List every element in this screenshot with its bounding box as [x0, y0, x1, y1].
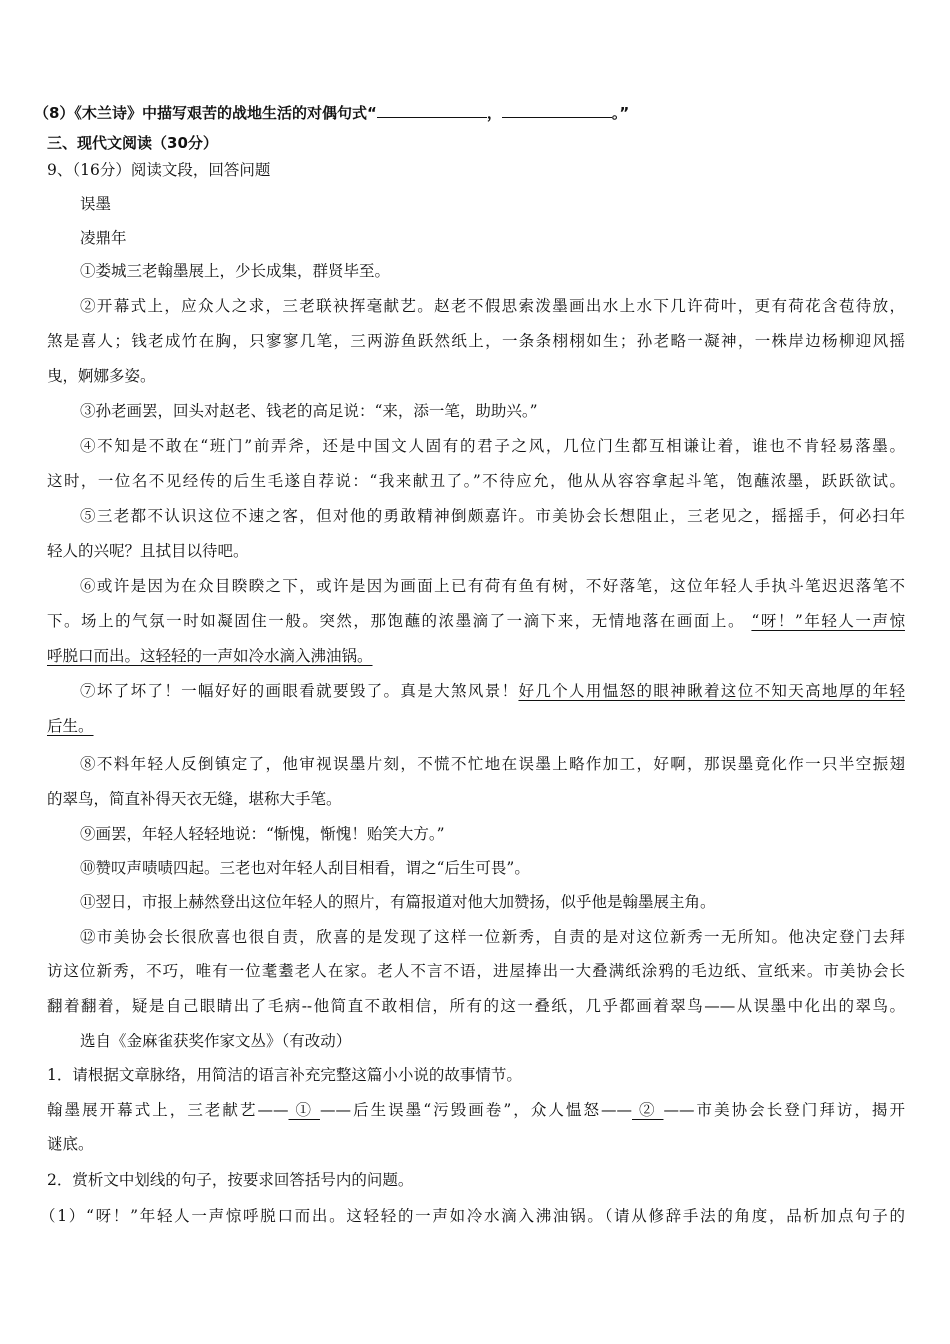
paragraph-3-line [80, 401, 538, 421]
paragraph-10-line [80, 858, 530, 878]
text: ⑥或许是因为在众目睽睽之下，或许是因为画面上已有荷有鱼有树，不好落笔，这位年轻人手执斗笔迟迟落笔不 [80, 577, 905, 595]
text: 1．请根据文章脉络，用简洁的语言补充完整这篇小小说的故事情节。 [47, 1066, 522, 1084]
paragraph-8-line [80, 754, 905, 774]
subquestion-1-line [47, 1065, 522, 1085]
paragraph-2-line [47, 331, 905, 351]
text: 这时，一位名不见经传的后生毛遂自荐说：“我来献丑了。”不待应允，他从从容容拿起斗笔，饱蘸浓墨，跃跃欲试。 [47, 472, 905, 490]
text: ⑩赞叹声啧啧四起。三老也对年轻人刮目相看，谓之“后生可畏”。 [80, 859, 530, 877]
question-8-text: （8）《木兰诗》中描写艰苦的战地生活的对偶句式“ [34, 104, 377, 122]
text: ⑫市美协会长很欣喜也很自责，欣喜的是发现了这样一位新秀，自责的是对这位新秀一无所知。他决定登门去拜 [80, 928, 905, 946]
paragraph-7-line [47, 716, 94, 736]
underlined-text: ② [632, 1101, 664, 1119]
subquestion-2-1-line [40, 1206, 905, 1226]
text: ⑨画罢，年轻人轻轻地说：“惭愧，惭愧！贻笑大方。” [80, 825, 445, 843]
text: 下。场上的气氛一时如凝固住一般。突然，那饱蘸的浓墨滴了一滴下来，无情地落在画面上。 [47, 612, 752, 630]
text: 凌鼎年 [80, 229, 127, 247]
plot-summary-line [47, 1134, 94, 1154]
text: ⑪翌日，市报上赫然登出这位年轻人的照片，有篇报道对他大加赞扬，似乎他是翰墨展主角。 [80, 893, 716, 911]
plot-summary-line [47, 1100, 905, 1120]
paragraph-6-line [80, 576, 905, 596]
paragraph-2-line [80, 296, 905, 316]
text: ——后生误墨“污毁画卷”，众人愠怒—— [319, 1101, 632, 1119]
article-author-line [80, 228, 127, 248]
question-9-heading-line [47, 160, 270, 180]
text: （1）“呀！”年轻人一声惊呼脱口而出。这轻轻的一声如冷水滴入沸油锅。（请从修辞手法的角度，品析加点句子的 [40, 1207, 905, 1225]
paragraph-5-line [47, 541, 249, 561]
underlined-text: 后生。 [47, 717, 94, 735]
text: 煞是喜人；钱老成竹在胸，只寥寥几笔，三两游鱼跃然纸上，一条条栩栩如生；孙老略一凝神，一株岸边杨柳迎风摇 [47, 332, 905, 350]
text: ⑦坏了坏了！一幅好好的画眼看就要毁了。真是大煞风景！ [80, 682, 519, 700]
text: 访这位新秀，不巧，唯有一位耄耋老人在家。老人不言不语，进屋捧出一大叠满纸涂鸦的毛边纸、宣纸来。市美协会长 [47, 962, 905, 980]
paragraph-11-line [80, 892, 716, 912]
text: ①娄城三老翰墨展上，少长成集，群贤毕至。 [80, 262, 391, 280]
text: 选自《金麻雀获奖作家文丛》（有改动） [80, 1032, 352, 1050]
text: 的翠鸟，简直补得天衣无缝，堪称大手笔。 [47, 790, 342, 808]
paragraph-9-line [80, 824, 445, 844]
paragraph-12-line [80, 927, 905, 947]
text: ③孙老画罢，回头对赵老、钱老的高足说：“来，添一笔，助助兴。” [80, 402, 538, 420]
paragraph-6-line [47, 646, 373, 666]
text: 三、现代文阅读（30分） [47, 134, 218, 152]
underlined-text: 好几个人用愠怒的眼神瞅着这位不知天高地厚的年轻 [518, 682, 905, 700]
text: 误墨 [80, 195, 112, 213]
paragraph-2-line [47, 366, 156, 386]
section-heading-line [47, 133, 218, 153]
underlined-text: ① [288, 1101, 320, 1119]
underlined-text: “呀！”年轻人一声惊 [751, 612, 905, 630]
answer-blank-1[interactable] [377, 103, 487, 118]
subquestion-2-line [47, 1170, 413, 1190]
article-title-line [80, 194, 111, 214]
question-8-suffix: 。” [611, 104, 630, 122]
paragraph-4-line [47, 471, 905, 491]
text: 谜底。 [47, 1135, 94, 1153]
text: 翻着翻着，疑是自己眼睛出了毛病--他简直不敢相信，所有的这一叠纸，几乎都画着翠鸟——从误墨中化出的翠鸟。 [47, 997, 905, 1015]
underlined-text: 呼脱口而出。这轻轻的一声如冷水滴入沸油锅。 [47, 647, 373, 665]
question-8-sep: ， [486, 104, 502, 122]
question-8 [34, 103, 629, 123]
text: 曳，婀娜多姿。 [47, 367, 156, 385]
text: 2．赏析文中划线的句子，按要求回答括号内的问题。 [47, 1171, 414, 1189]
text: 9、（16分）阅读文段，回答问题 [47, 161, 271, 179]
text: ⑤三老都不认识这位不速之客，但对他的勇敢精神倒颇嘉许。市美协会长想阻止，三老见之，摇摇手，何必扫年 [80, 507, 905, 525]
paragraph-6-line [47, 611, 905, 631]
paragraph-7-line [80, 681, 905, 701]
paragraph-12-line [47, 961, 905, 981]
paragraph-1-line [80, 261, 390, 281]
paragraph-4-line [80, 436, 905, 456]
text: 翰墨展开幕式上，三老献艺—— [47, 1101, 289, 1119]
answer-blank-2[interactable] [502, 103, 612, 118]
text: ②开幕式上，应众人之求，三老联袂挥毫献艺。赵老不假思索泼墨画出水上水下几许荷叶，更有荷花含苞待放， [80, 297, 905, 315]
paragraph-5-line [80, 506, 905, 526]
text: 轻人的兴呢？且拭目以待吧。 [47, 542, 249, 560]
paragraph-8-line [47, 789, 342, 809]
paragraph-12-line [47, 996, 905, 1016]
source-note-line [80, 1031, 351, 1051]
text: ——市美协会长登门拜访，揭开 [663, 1101, 905, 1119]
text: ⑧不料年轻人反倒镇定了，他审视误墨片刻，不慌不忙地在误墨上略作加工，好啊，那误墨竟化作一只半空振翅 [80, 755, 905, 773]
text: ④不知是不敢在“班门”前弄斧，还是中国文人固有的君子之风，几位门生都互相谦让着，谁也不肯轻易落墨。 [80, 437, 905, 455]
